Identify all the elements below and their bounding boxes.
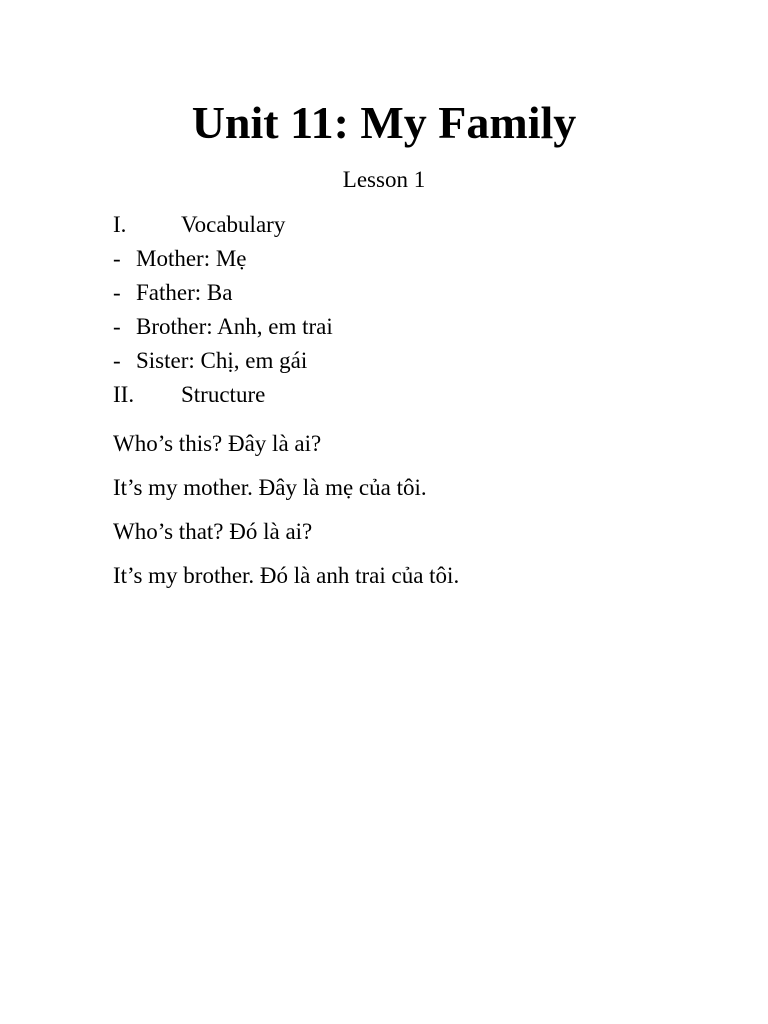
bullet-marker: - (113, 314, 121, 339)
bullet-marker: - (113, 246, 121, 271)
vocabulary-text: Sister: Chị, em gái (136, 348, 308, 373)
vocabulary-item (113, 312, 713, 346)
page-title: Unit 11: My Family (191, 97, 577, 148)
structure-sentence: It’s my mother. Đây là mẹ của tôi. (113, 475, 427, 500)
bullet-marker: - (113, 348, 121, 373)
bullet-marker: - (113, 280, 121, 305)
structure-sentence: Who’s that? Đó là ai? (113, 519, 313, 544)
vocabulary-text: Mother: Mẹ (136, 246, 247, 271)
vocabulary-item (113, 244, 713, 278)
structure-sentence: It’s my brother. Đó là anh trai của tôi. (113, 563, 460, 588)
lesson-subtitle: Lesson 1 (342, 167, 426, 192)
section-numeral: II. (113, 382, 135, 407)
vocabulary-text: Father: Ba (136, 280, 233, 305)
lesson-content (113, 210, 713, 600)
vocabulary-text: Brother: Anh, em trai (136, 314, 333, 339)
section-heading-vocabulary (113, 210, 713, 244)
vocabulary-item (113, 278, 713, 312)
section-numeral: I. (113, 212, 127, 237)
structure-sentences (113, 424, 713, 600)
section-title: Structure (181, 382, 266, 407)
section-title: Vocabulary (181, 212, 286, 237)
section-heading-structure (113, 380, 713, 414)
structure-sentence: Who’s this? Đây là ai? (113, 431, 322, 456)
vocabulary-item (113, 346, 713, 380)
